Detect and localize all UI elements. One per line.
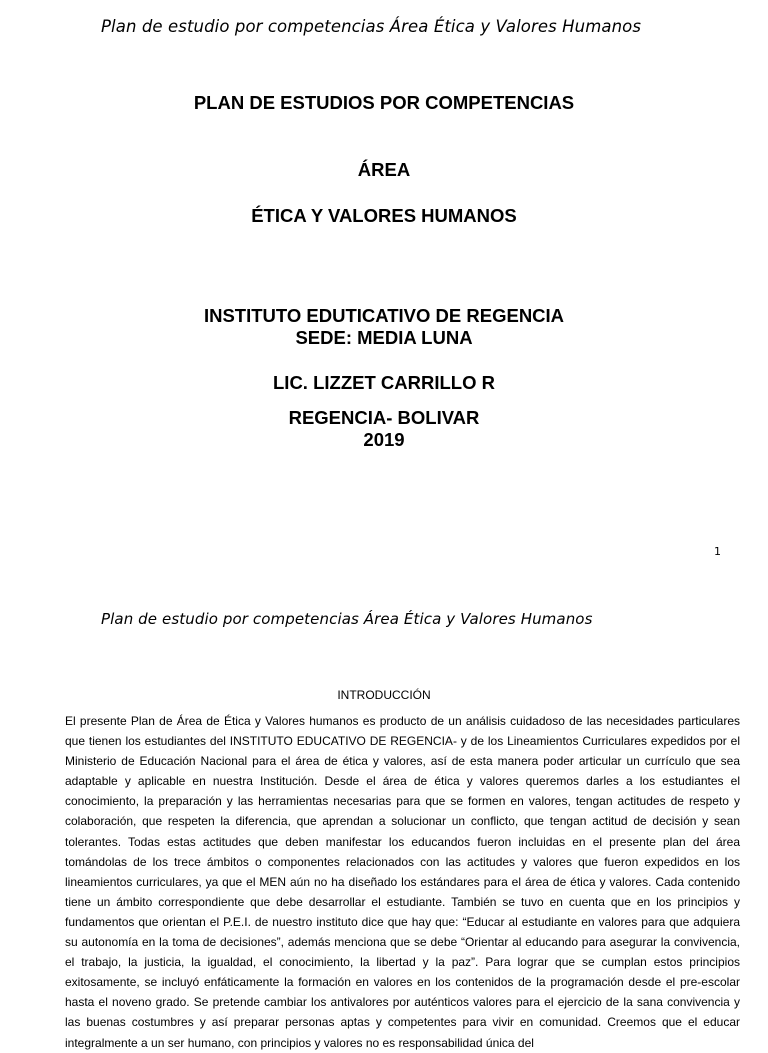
page-header: Plan de estudio por competencias Área Ética y Valores Humanos xyxy=(101,610,593,628)
location: REGENCIA- BOLIVAR xyxy=(288,407,480,428)
area-label: ÁREA xyxy=(357,159,411,180)
intro-paragraph: El presente Plan de Área de Ética y Valores humanos es producto de un análisis cuidadoso de las necesidades particulares que tienen los estudiantes del INSTITUTO EDUCATIVO DE REGENCIA- y de los Lineamientos Curriculares expedidos por el Ministerio de Educación Nacional para el área de ética y valores, así de esta manera poder articular un currículo que sea adaptable y aplicable en nuestra Institución. Desde el área de ética y valores queremos darles a los estudiantes el conocimiento, la preparación y las herramientas necesarias para que se formen en valores, tengan actitudes de respeto y colaboración, que respeten la diferencia, que aprendan a solucionar un conflicto, que tengan actitud de decisión y sean tolerantes. Todas estas actitudes que deben manifestar los educandos fueron incluidas en el presente plan del área tomándolas de los trece ámbitos o componentes relacionados con las actitudes y valores que fueron expedidos en los lineamientos curriculares, ya que el MEN aún no ha diseñado los estándares para el área de ética y valores. Cada contenido tiene un ámbito correspondiente que debe desarrollar el estudiante. También se tuvo en cuenta que en los principios y fundamentos que orientan el P.E.I. de nuestro instituto dice que hay que: “Educar al estudiante en valores para que adquiera su autonomía en la toma de decisiones”, además menciona que se debe “Orientar al educando para asegurar la convivencia, el trabajo, la justicia, la igualdad, el conocimiento, la libertad y la paz”. Para lograr que se cumplan estos principios exitosamente, se incluyó enfáticamente la formación en valores en los contenidos de la programación desde el pre-escolar hasta el noveno grado. Se pretende cambiar los antivalores por auténticos valores para el ejercicio de la sana convivencia y las buenas costumbres y así preparar personas aptas y competentes para vivir en comunidad. Creemos que el educar integralmente a un ser humano, con principios y valores no es responsabilidad única del xyxy=(65,714,740,1050)
section-title: INTRODUCCIÓN xyxy=(337,688,431,702)
page-number: 1 xyxy=(714,545,721,558)
document-title: PLAN DE ESTUDIOS POR COMPETENCIAS xyxy=(193,92,575,113)
institution-name: INSTITUTO EDUTICATIVO DE REGENCIA xyxy=(203,305,565,326)
year: 2019 xyxy=(363,429,405,450)
author-name: LIC. LIZZET CARRILLO R xyxy=(273,372,495,393)
page-header: Plan de estudio por competencias Área Ética y Valores Humanos xyxy=(101,17,642,36)
area-name: ÉTICA Y VALORES HUMANOS xyxy=(251,205,517,226)
sede-name: SEDE: MEDIA LUNA xyxy=(295,327,473,348)
